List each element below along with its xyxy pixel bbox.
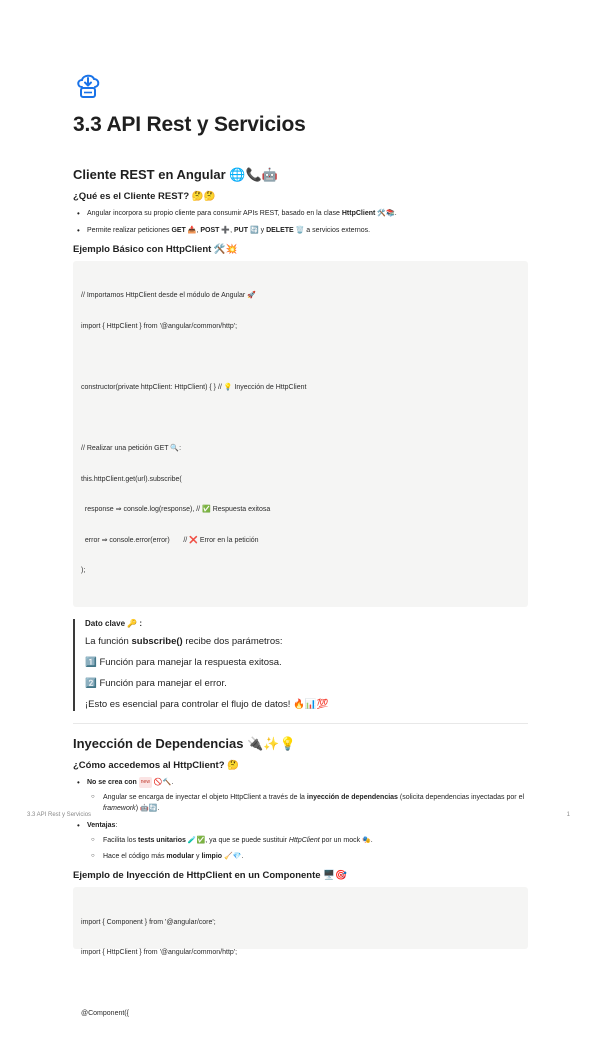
list-item: • Ventajas: ○ Facilita los tests unitarios 🧪✅, ya que se puede sustituir HttpClient por un mock 🎭. ○ Hace el código más modular y limpio 🧹💎. [73,820,528,862]
code-line: response ⇒ console.log(response), // ✅ Respuesta exitosa [81,506,271,514]
page-content [73,70,528,1018]
cloud-download-icon [73,70,103,100]
code-line-blank [81,979,520,989]
code-line: import { Component } from '@angular/core'; [81,918,216,926]
code-line: import { HttpClient } from '@angular/common/http'; [81,949,238,957]
callout-line: ¡Esto es esencial para controlar el flujo de datos! 🔥📊💯 [85,699,329,711]
list-item: • No se crea con new 🚫🔨. ○ Angular se encarga de inyectar el objeto HttpClient a través de la inyección de dependencias (solicita dependencias inyectadas por el framework) 🤖🔄. [73,777,528,814]
key-fact-callout [73,619,528,711]
section-divider [73,723,528,724]
code-line: import { HttpClient } from '@angular/common/http'; [81,323,238,331]
footer-document-title: 3.3 API Rest y Servicios [27,812,92,818]
callout-line: 1️⃣ Función para manejar la respuesta exitosa. [85,657,282,669]
rest-client-bullets [73,208,528,236]
section-heading-rest-client: Cliente REST en Angular 🌐📞🤖 [73,167,278,182]
code-line: error ⇒ console.error(error) // ❌ Error en la petición [81,536,259,544]
code-block-component [73,887,528,1018]
example-heading-component: Ejemplo de Inyección de HttpClient en un Componente 🖥️🎯 [73,870,347,882]
sub-list [87,792,528,814]
question-what-is-rest-client: ¿Qué es el Cliente REST? 🤔🤔 [73,191,216,202]
code-line: // Importamos HttpClient desde el módulo de Angular 🚀 [81,292,256,300]
list-item: ○ Angular se encarga de inyectar el objeto HttpClient a través de la inyección de dependencias (solicita dependencias inyectadas por el framework) 🤖🔄. [87,792,528,814]
section-heading-dependency-injection: Inyección de Dependencias 🔌✨💡 [73,736,296,752]
code-line: // Realizar una petición GET 🔍: [81,445,182,453]
callout-line: 2️⃣ Función para manejar el error. [85,678,227,690]
code-line: ); [81,567,86,575]
list-item: ○ Facilita los tests unitarios 🧪✅, ya que se puede sustituir HttpClient por un mock 🎭. [87,835,528,846]
list-item: ○ Hace el código más modular y limpio 🧹💎. [87,851,528,862]
code-line-blank [81,414,520,424]
code-line: constructor(private httpClient: HttpClient) { } // 💡 Inyección de HttpClient [81,384,307,392]
list-item: • Angular incorpora su propio cliente para consumir APIs REST, basado en la clase HttpClient 🛠️📚. [73,208,528,219]
question-how-access-httpclient: ¿Cómo accedemos al HttpClient? 🤔 [73,760,239,772]
code-line: this.httpClient.get(url).subscribe( [81,475,182,483]
page-title: 3.3 API Rest y Servicios [73,113,306,136]
callout-line: La función subscribe() recibe dos parámetros: [85,636,283,648]
sub-list [87,835,528,862]
footer-page-number: 1 [566,812,570,818]
example-heading-basic: Ejemplo Básico con HttpClient 🛠️💥 [73,244,238,255]
code-line-blank [81,353,520,363]
code-line: @Component({ [81,1010,129,1018]
code-block-basic [73,261,528,607]
list-item: • Permite realizar peticiones GET 📥, POST ➕, PUT 🔄 y DELETE 🗑️ a servicios externos. [73,225,528,236]
callout-title: Dato clave 🔑 : [85,619,143,629]
dependency-injection-bullets [73,777,528,862]
inline-code-badge: new [139,777,152,788]
